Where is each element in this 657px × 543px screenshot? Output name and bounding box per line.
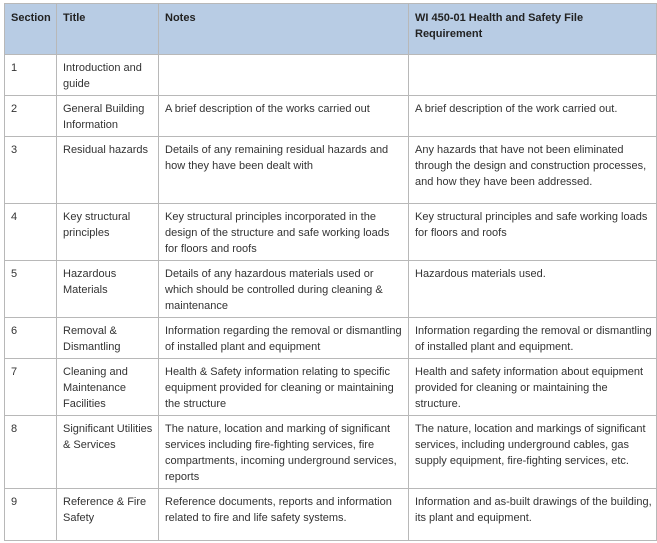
cell-requirement: A brief description of the work carried out. [409,96,657,137]
cell-section: 2 [5,96,57,137]
cell-title: Significant Utilities & Services [57,416,159,489]
cell-section: 7 [5,359,57,416]
cell-notes: Information regarding the removal or dismantling of installed plant and equipment [159,318,409,359]
header-title: Title [57,4,159,55]
table-row [5,489,657,541]
cell-notes [159,55,409,96]
cell-requirement: The nature, location and markings of significant services, including underground cables, gas supply equipment, fire-fighting services, etc. [409,416,657,489]
cell-title: Key structural principles [57,204,159,261]
cell-notes: A brief description of the works carried out [159,96,409,137]
cell-title: General Building Information [57,96,159,137]
cell-requirement: Information regarding the removal or dismantling of installed plant and equipment. [409,318,657,359]
table-row [5,261,657,318]
cell-requirement: Key structural principles and safe working loads for floors and roofs [409,204,657,261]
cell-title: Removal & Dismantling [57,318,159,359]
cell-requirement: Health and safety information about equipment provided for cleaning or maintaining the structure. [409,359,657,416]
table-row [5,416,657,489]
cell-requirement: Hazardous materials used. [409,261,657,318]
table-header-row [5,4,657,55]
cell-section: 8 [5,416,57,489]
cell-section: 6 [5,318,57,359]
cell-section: 3 [5,137,57,204]
table-row [5,55,657,96]
cell-section: 5 [5,261,57,318]
cell-section: 9 [5,489,57,541]
header-requirement: WI 450-01 Health and Safety File Requirement [409,4,657,55]
cell-requirement: Information and as-built drawings of the building, its plant and equipment. [409,489,657,541]
cell-requirement: Any hazards that have not been eliminated through the design and construction processes, and how they have been addressed. [409,137,657,204]
table-row [5,137,657,204]
cell-notes: Health & Safety information relating to specific equipment provided for cleaning or maintaining the structure [159,359,409,416]
cell-title: Cleaning and Maintenance Facilities [57,359,159,416]
cell-title: Hazardous Materials [57,261,159,318]
table-row [5,96,657,137]
cell-notes: The nature, location and marking of significant services including fire-fighting services, fire compartments, incoming underground services, reports [159,416,409,489]
cell-title: Introduction and guide [57,55,159,96]
health-safety-file-table [4,3,657,541]
table-row [5,204,657,261]
cell-notes: Reference documents, reports and information related to fire and life safety systems. [159,489,409,541]
cell-notes: Details of any hazardous materials used or which should be controlled during cleaning & maintenance [159,261,409,318]
cell-title: Residual hazards [57,137,159,204]
cell-section: 1 [5,55,57,96]
header-notes: Notes [159,4,409,55]
table-row [5,359,657,416]
cell-section: 4 [5,204,57,261]
cell-title: Reference & Fire Safety [57,489,159,541]
cell-requirement [409,55,657,96]
header-section: Section [5,4,57,55]
cell-notes: Details of any remaining residual hazards and how they have been dealt with [159,137,409,204]
table-row [5,318,657,359]
cell-notes: Key structural principles incorporated in the design of the structure and safe working loads for floors and roofs [159,204,409,261]
